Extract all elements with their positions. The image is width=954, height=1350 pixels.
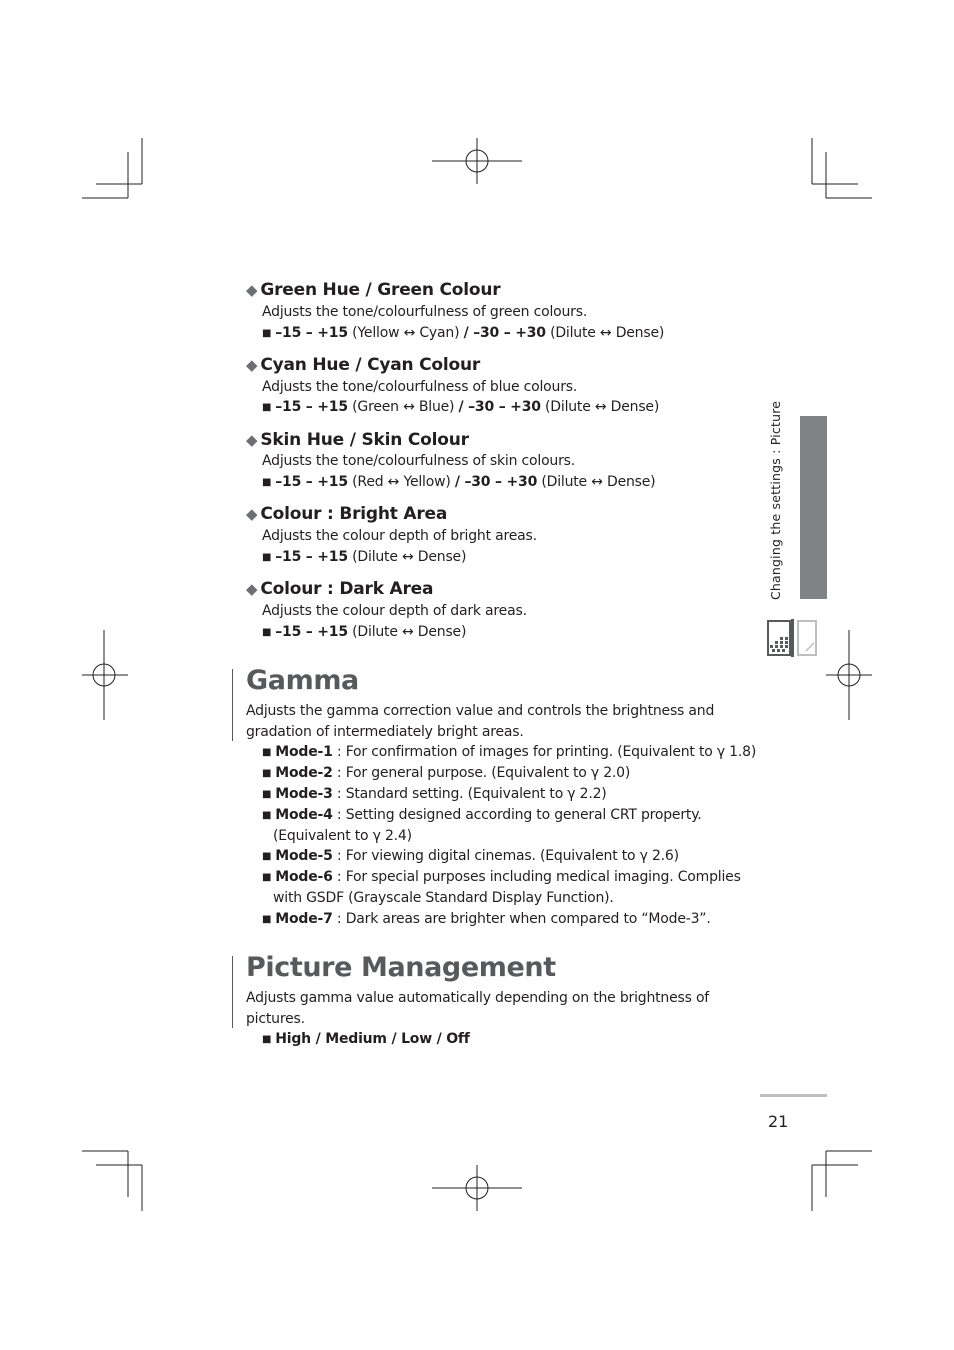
subsection-title (246, 579, 433, 599)
diamond-icon: ◆ (246, 431, 258, 449)
bullet-icon: ■ (262, 851, 272, 862)
diamond-icon: ◆ (246, 580, 258, 598)
mode-item (262, 742, 756, 763)
diamond-icon: ◆ (246, 281, 258, 299)
picture-settings-icon (766, 617, 818, 663)
subsection-title-text: Skin Hue / Skin Colour (260, 430, 469, 450)
subsection-title (246, 280, 500, 300)
range-part: –15 – +15 (275, 549, 348, 565)
subsection-range (262, 472, 655, 493)
side-tab (800, 416, 827, 599)
mode-desc: : For viewing digital cinemas. (Equivalent to γ 2.6) (332, 848, 679, 864)
subsection-title-text: Colour : Dark Area (260, 579, 434, 599)
options-text: High / Medium / Low / Off (275, 1031, 470, 1047)
bullet-icon: ■ (262, 768, 272, 779)
section-bar (232, 669, 233, 741)
range-part: (Red ↔ Yellow) (347, 474, 455, 490)
mode-desc: : Standard setting. (Equivalent to γ 2.2) (332, 786, 607, 802)
subsection-description: Adjusts the colour depth of dark areas. (262, 603, 527, 619)
mode-item (262, 784, 607, 805)
picture-settings-icon-svg (766, 617, 818, 659)
options-line (262, 1029, 470, 1050)
subsection-range (262, 397, 659, 418)
subsection-title (246, 430, 469, 450)
mode-desc: : For special purposes including medical imaging. Complies (332, 869, 741, 885)
mode-item (262, 846, 679, 867)
section-bar (232, 956, 233, 1028)
range-part: (Dilute ↔ Dense) (347, 549, 467, 565)
range-part: / –30 – +30 (458, 399, 541, 415)
range-part: –15 – +15 (275, 399, 348, 415)
diamond-icon: ◆ (246, 356, 258, 374)
bullet-icon: ■ (262, 789, 272, 800)
bullet-icon: ■ (262, 914, 272, 925)
mode-desc-continued: (Equivalent to γ 2.4) (273, 828, 412, 844)
mode-item (262, 763, 630, 784)
range-part: / –30 – +30 (454, 474, 538, 490)
subsection-range (262, 622, 466, 643)
description-line: gradation of intermediately bright areas. (246, 723, 524, 740)
range-part: (Green ↔ Blue) (347, 399, 459, 415)
mode-desc: : Setting designed according to general CRT property. (332, 807, 702, 823)
range-part: (Yellow ↔ Cyan) (347, 325, 464, 341)
range-part: –15 – +15 (275, 325, 348, 341)
bullet-icon: ■ (262, 627, 272, 638)
range-part: (Dilute ↔ Dense) (537, 474, 656, 490)
mode-name: Mode-5 (275, 848, 333, 864)
section-title: Picture Management (246, 952, 556, 983)
bullet-icon: ■ (262, 328, 272, 339)
bullet-icon: ■ (262, 402, 272, 413)
range-part: –15 – +15 (275, 474, 348, 490)
mode-name: Mode-4 (275, 807, 333, 823)
diamond-icon: ◆ (246, 505, 258, 523)
mode-name: Mode-6 (275, 869, 333, 885)
description-line: pictures. (246, 1010, 305, 1027)
mode-name: Mode-1 (275, 744, 333, 760)
range-part: (Dilute ↔ Dense) (540, 399, 660, 415)
bullet-icon: ■ (262, 1034, 272, 1045)
section-description (246, 988, 746, 1029)
subsection-range (262, 323, 664, 344)
mode-name: Mode-3 (275, 786, 333, 802)
subsection-title (246, 355, 480, 375)
page-number-rule (760, 1094, 827, 1097)
side-label: Changing the settings : Picture (768, 400, 783, 600)
mode-item (262, 805, 702, 826)
range-part: / –30 – +30 (463, 325, 546, 341)
section-title: Gamma (246, 665, 359, 696)
subsection-description: Adjusts the tone/colourfulness of skin colours. (262, 453, 576, 469)
subsection-description: Adjusts the tone/colourfulness of blue colours. (262, 379, 578, 395)
page-number: 21 (768, 1112, 789, 1131)
description-line: Adjusts gamma value automatically depending on the brightness of (246, 990, 710, 1006)
mode-desc: : For general purpose. (Equivalent to γ 2.0) (332, 765, 631, 781)
mode-desc: : For confirmation of images for printing. (Equivalent to γ 1.8) (332, 744, 757, 760)
section-description (246, 701, 746, 742)
bullet-icon: ■ (262, 810, 272, 821)
bullet-icon: ■ (262, 552, 272, 563)
range-part: –15 – +15 (275, 624, 348, 640)
subsection-title-text: Green Hue / Green Colour (260, 280, 501, 300)
description-line: Adjusts the gamma correction value and controls the brightness and (246, 703, 715, 719)
mode-item (262, 909, 711, 930)
bullet-icon: ■ (262, 747, 272, 758)
mode-item (262, 867, 741, 888)
mode-desc: : Dark areas are brighter when compared to “Mode-3”. (332, 911, 711, 927)
mode-name: Mode-7 (275, 911, 333, 927)
subsection-title-text: Colour : Bright Area (260, 504, 448, 524)
subsection-range (262, 547, 466, 568)
mode-name: Mode-2 (275, 765, 333, 781)
subsection-title (246, 504, 447, 524)
subsection-title-text: Cyan Hue / Cyan Colour (260, 355, 481, 375)
mode-desc-continued: with GSDF (Grayscale Standard Display Function). (273, 890, 614, 906)
bullet-icon: ■ (262, 477, 272, 488)
range-part: (Dilute ↔ Dense) (347, 624, 467, 640)
subsection-description: Adjusts the colour depth of bright areas. (262, 528, 537, 544)
subsection-description: Adjusts the tone/colourfulness of green colours. (262, 304, 588, 320)
range-part: (Dilute ↔ Dense) (545, 325, 665, 341)
bullet-icon: ■ (262, 872, 272, 883)
